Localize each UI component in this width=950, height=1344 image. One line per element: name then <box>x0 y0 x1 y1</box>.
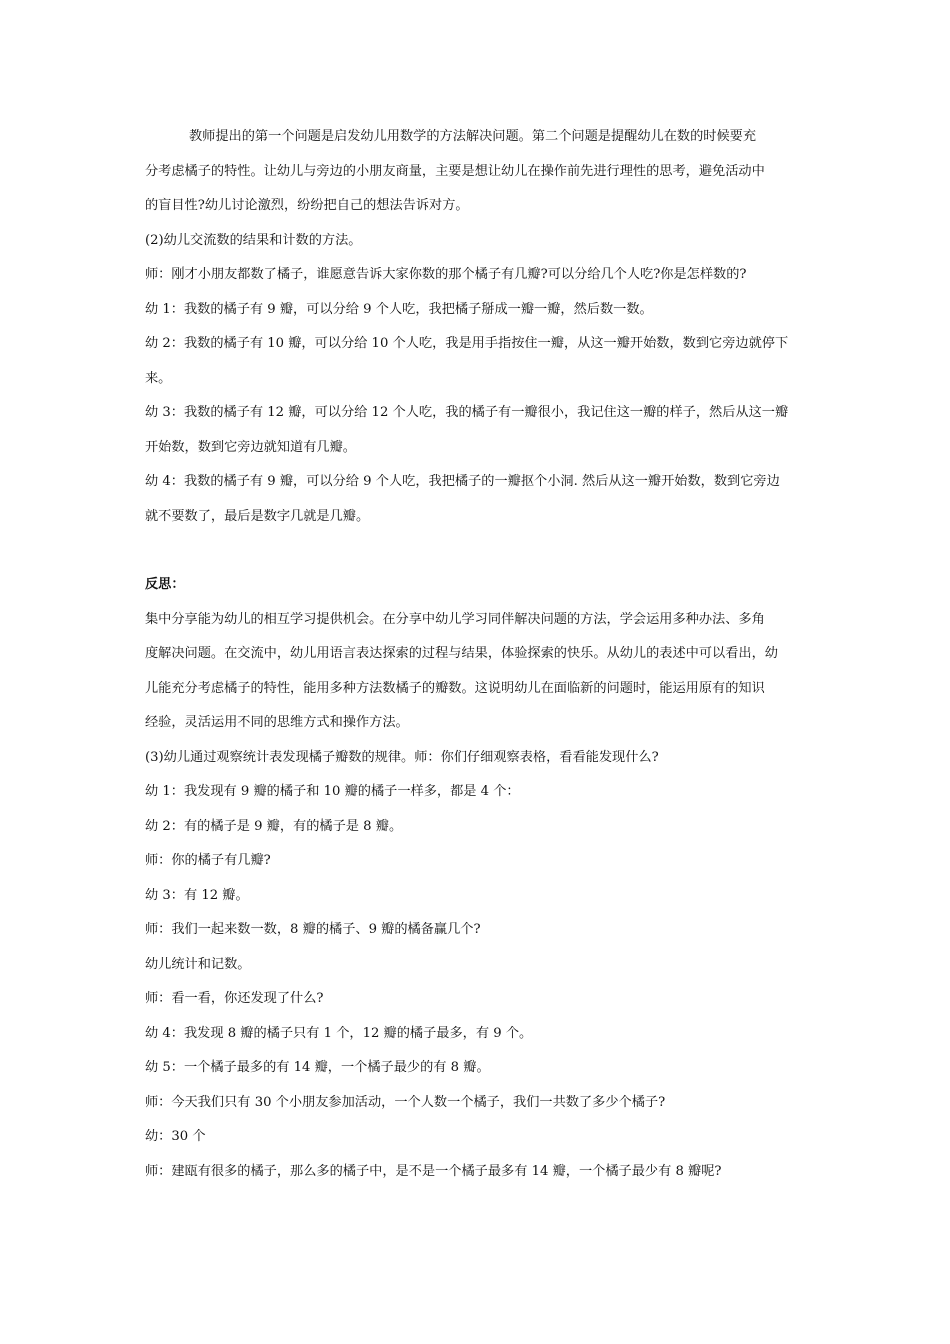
dialogue-line: 幼 3：我数的橘子有 12 瓣，可以分给 12 个人吃，我的橘子有一瓣很小，我记住这一瓣的样子，然后从这一瓣 <box>145 405 789 420</box>
dialogue-line: 就不要数了，最后是数字几就是几瓣。 <box>145 508 370 524</box>
dialogue-line: 师：看一看，你还发现了什么? <box>145 991 324 1006</box>
intro-line: 的盲目性?幼儿讨论激烈，纷纷把自己的想法告诉对方。 <box>145 198 469 213</box>
paragraph-gap <box>145 534 810 568</box>
dialogue-line: 师：建瓯有很多的橘子，那么多的橘子中，是不是一个橘子最多有 14 瓣，一个橘子最少有 8 瓣呢? <box>145 1163 722 1179</box>
dialogue-line: 幼 2：有的橘子是 9 瓣，有的橘子是 8 瓣。 <box>145 818 403 834</box>
dialogue-line: 幼儿统计和记数。 <box>145 956 251 972</box>
dialogue-line: 幼 4：我数的橘子有 9 瓣，可以分给 9 个人吃，我把橘子的一瓣抠个小洞. 然后从这一瓣开始数，数到它旁边 <box>145 474 780 489</box>
dialogue-line: 幼 5：一个橘子最多的有 14 瓣，一个橘子最少的有 8 瓣。 <box>145 1060 490 1075</box>
dialogue-line: 幼 3：有 12 瓣。 <box>145 887 249 903</box>
reflection-line: 集中分享能为幼儿的相互学习提供机会。在分享中幼儿学习同伴解决问题的方法，学会运用多种办法、多角 <box>145 611 765 627</box>
dialogue-line: 幼 2：我数的橘子有 10 瓣，可以分给 10 个人吃，我是用手指按住一瓣，从这一瓣开始数，数到它旁边就停下 <box>145 336 789 351</box>
section-heading: (3)幼儿通过观察统计表发现橘子瓣数的规律。师：你们仔细观察表格，看看能发现什么? <box>145 749 659 765</box>
dialogue-line: 师：你的橘子有几瓣? <box>145 853 271 868</box>
dialogue-line: 师：我们一起来数一数，8 瓣的橘子、9 瓣的橘备赢几个? <box>145 922 481 937</box>
dialogue-line: 师：刚才小朋友都数了橘子，谁愿意告诉大家你数的那个橘子有几瓣?可以分给几个人吃?你是怎样数的? <box>145 267 747 282</box>
reflection-heading: 反思： <box>145 577 185 592</box>
dialogue-line: 来。 <box>145 370 172 386</box>
intro-line: 分考虑橘子的特性。让幼儿与旁边的小朋友商量，主要是想让幼儿在操作前先进行理性的思考，避免活动中 <box>145 163 765 179</box>
dialogue-line: 开始数，数到它旁边就知道有几瓣。 <box>145 439 356 455</box>
reflection-line: 儿能充分考虑橘子的特性，能用多种方法数橘子的瓣数。这说明幼儿在面临新的问题时，能运用原有的知识 <box>145 680 765 696</box>
dialogue-line: 师：今天我们只有 30 个小朋友参加活动，一个人数一个橘子，我们一共数了多少个橘子? <box>145 1094 666 1110</box>
intro-line: 教师提出的第一个问题是启发幼儿用数学的方法解决问题。第二个问题是提醒幼儿在数的时候要充 <box>189 129 757 144</box>
dialogue-line: 幼：30 个 <box>145 1129 206 1144</box>
reflection-line: 经验，灵活运用不同的思维方式和操作方法。 <box>145 715 409 730</box>
dialogue-line: 幼 1：我发现有 9 瓣的橘子和 10 瓣的橘子一样多，都是 4 个： <box>145 784 520 799</box>
dialogue-line: 幼 4：我发现 8 瓣的橘子只有 1 个，12 瓣的橘子最多，有 9 个。 <box>145 1025 533 1041</box>
document-page <box>145 120 810 1189</box>
reflection-line: 度解决问题。在交流中，幼儿用语言表达探索的过程与结果，体验探索的快乐。从幼儿的表述中可以看出，幼 <box>145 646 778 661</box>
section-heading: (2)幼儿交流数的结果和计数的方法。 <box>145 232 362 248</box>
dialogue-line: 幼 1：我数的橘子有 9 瓣，可以分给 9 个人吃，我把橘子掰成一瓣一瓣，然后数一数。 <box>145 301 653 317</box>
